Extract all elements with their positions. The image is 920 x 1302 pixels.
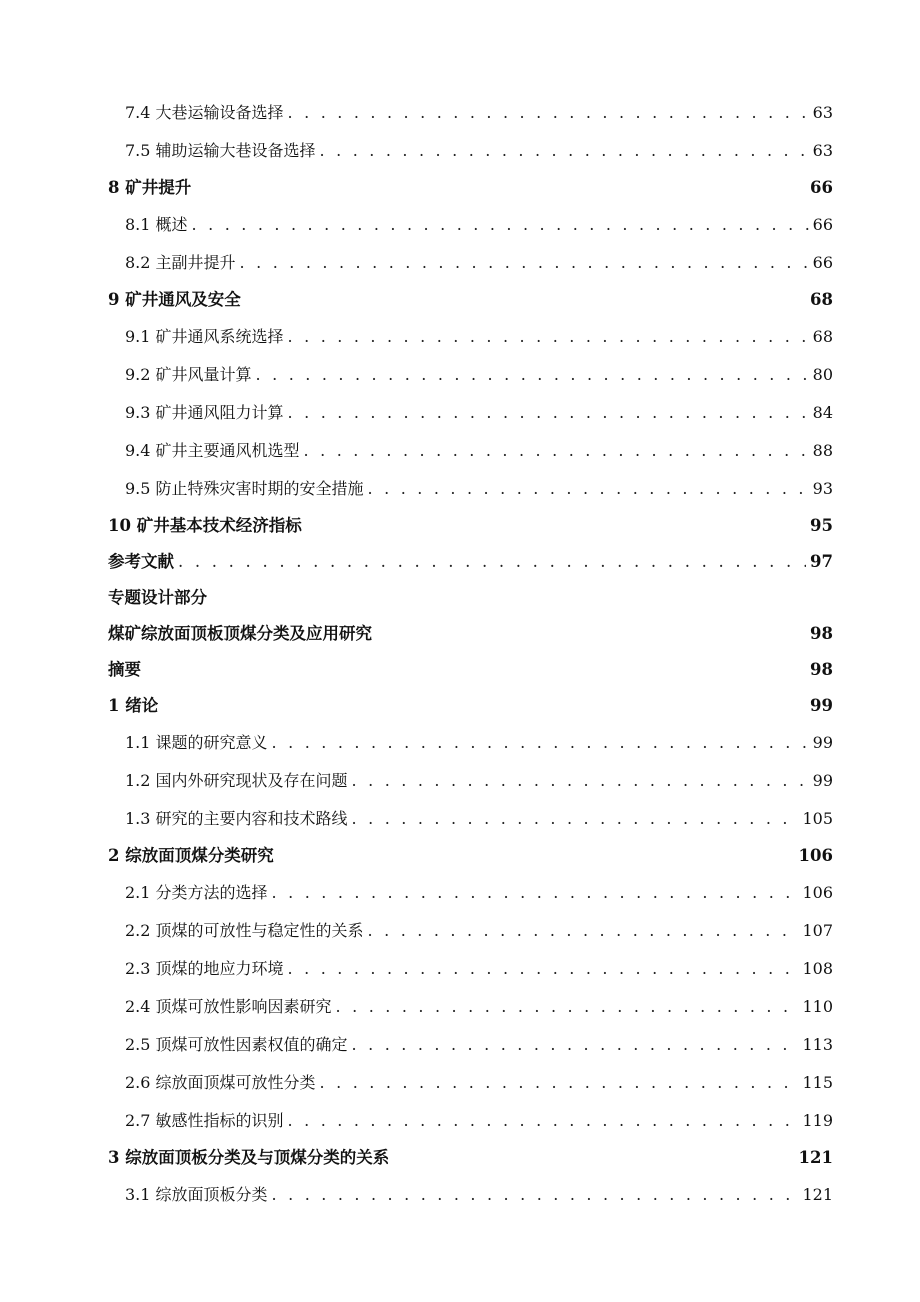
toc-dot-leader [288, 318, 809, 356]
toc-entry-title: 9 矿井通风及安全 [108, 290, 241, 309]
toc-dot-leader [368, 912, 799, 950]
toc-entry-section[interactable] [108, 432, 833, 470]
toc-entry-title: 2.2 顶煤的可放性与稳定性的关系 [125, 921, 364, 940]
toc-entry-chapter[interactable] [108, 508, 833, 544]
toc-entry-section[interactable] [108, 762, 833, 800]
toc-entry-page-number: 68 [810, 290, 833, 309]
toc-entry-title: 2.1 分类方法的选择 [125, 883, 268, 902]
toc-entry-page-number: 121 [798, 1148, 833, 1167]
toc-entry-title: 9.3 矿井通风阻力计算 [125, 403, 284, 422]
toc-entry-chapter[interactable] [108, 580, 833, 616]
toc-entry-title: 3 综放面顶板分类及与顶煤分类的关系 [108, 1148, 390, 1167]
toc-entry-section[interactable] [108, 950, 833, 988]
toc-entry-title: 8.2 主副井提升 [125, 253, 236, 272]
toc-entry-page-number: 107 [802, 921, 833, 940]
toc-entry-page-number: 66 [812, 215, 833, 234]
toc-dot-leader [288, 394, 809, 432]
toc-entry-title: 1.1 课题的研究意义 [125, 733, 268, 752]
toc-entry-title: 8.1 概述 [125, 215, 188, 234]
toc-entry-title: 摘要 [108, 660, 141, 679]
toc-entry-page-number: 110 [802, 997, 833, 1016]
toc-entry-title: 9.2 矿井风量计算 [125, 365, 252, 384]
toc-entry-page-number: 99 [812, 771, 833, 790]
toc-entry-title: 9.1 矿井通风系统选择 [125, 327, 284, 346]
toc-entry-section[interactable] [108, 874, 833, 912]
toc-entry-title: 1 绪论 [108, 696, 159, 715]
toc-entry-page-number: 93 [812, 479, 833, 498]
toc-entry-title: 2.6 综放面顶煤可放性分类 [125, 1073, 316, 1092]
toc-entry-section[interactable] [108, 724, 833, 762]
toc-entry-section[interactable] [108, 356, 833, 394]
toc-entry-page-number: 66 [812, 253, 833, 272]
toc-entry-title: 10 矿井基本技术经济指标 [108, 516, 302, 535]
toc-dot-leader [368, 470, 809, 508]
toc-entry-section[interactable] [108, 800, 833, 838]
toc-entry-chapter[interactable] [108, 616, 833, 652]
toc-entry-section[interactable] [108, 394, 833, 432]
toc-entry-page-number: 97 [810, 552, 833, 571]
toc-entry-section[interactable] [108, 318, 833, 356]
toc-entry-page-number: 95 [810, 516, 833, 535]
toc-entry-page-number: 115 [802, 1073, 833, 1092]
toc-dot-leader [336, 988, 799, 1026]
toc-entry-title: 1.2 国内外研究现状及存在问题 [125, 771, 348, 790]
toc-entry-page-number: 106 [802, 883, 833, 902]
toc-entry-section[interactable] [108, 1026, 833, 1064]
toc-entry-section[interactable] [108, 206, 833, 244]
toc-entry-chapter[interactable] [108, 652, 833, 688]
toc-entry-page-number: 63 [812, 103, 833, 122]
toc-entry-title: 参考文献 [108, 552, 174, 571]
toc-entry-title: 2.3 顶煤的地应力环境 [125, 959, 284, 978]
table-of-contents [108, 94, 833, 1214]
toc-entry-title: 3.1 综放面顶板分类 [125, 1185, 268, 1204]
toc-dot-leader [288, 1102, 799, 1140]
toc-dot-leader [240, 244, 809, 282]
toc-entry-section[interactable] [108, 1176, 833, 1214]
toc-entry-title: 9.4 矿井主要通风机选型 [125, 441, 300, 460]
toc-dot-leader [320, 1064, 799, 1102]
toc-dot-leader [288, 94, 809, 132]
toc-entry-title: 1.3 研究的主要内容和技术路线 [125, 809, 348, 828]
toc-entry-section[interactable] [108, 988, 833, 1026]
toc-entry-page-number: 88 [812, 441, 833, 460]
toc-entry-section[interactable] [108, 1102, 833, 1140]
toc-entry-page-number: 66 [810, 178, 833, 197]
toc-entry-chapter[interactable] [108, 544, 833, 580]
toc-entry-section[interactable] [108, 94, 833, 132]
toc-entry-page-number: 108 [802, 959, 833, 978]
toc-dot-leader [352, 800, 799, 838]
toc-entry-page-number: 98 [810, 660, 833, 679]
toc-entry-title: 煤矿综放面顶板顶煤分类及应用研究 [108, 624, 372, 643]
toc-entry-section[interactable] [108, 132, 833, 170]
toc-dot-leader [272, 1176, 799, 1214]
toc-entry-page-number: 98 [810, 624, 833, 643]
toc-entry-section[interactable] [108, 912, 833, 950]
toc-entry-page-number: 121 [802, 1185, 833, 1204]
toc-dot-leader [272, 724, 809, 762]
toc-dot-leader [272, 874, 799, 912]
toc-entry-title: 2.4 顶煤可放性影响因素研究 [125, 997, 332, 1016]
toc-entry-page-number: 119 [802, 1111, 833, 1130]
toc-dot-leader [178, 544, 806, 580]
toc-entry-section[interactable] [108, 470, 833, 508]
toc-entry-page-number: 99 [812, 733, 833, 752]
toc-dot-leader [256, 356, 809, 394]
toc-entry-title: 7.4 大巷运输设备选择 [125, 103, 284, 122]
toc-dot-leader [352, 762, 809, 800]
toc-entry-chapter[interactable] [108, 282, 833, 318]
toc-entry-title: 2.7 敏感性指标的识别 [125, 1111, 284, 1130]
toc-entry-page-number: 105 [802, 809, 833, 828]
toc-dot-leader [352, 1026, 799, 1064]
toc-entry-title: 9.5 防止特殊灾害时期的安全措施 [125, 479, 364, 498]
toc-entry-chapter[interactable] [108, 688, 833, 724]
toc-entry-section[interactable] [108, 244, 833, 282]
toc-entry-title: 7.5 辅助运输大巷设备选择 [125, 141, 316, 160]
toc-entry-chapter[interactable] [108, 1140, 833, 1176]
toc-entry-title: 8 矿井提升 [108, 178, 192, 197]
toc-entry-page-number: 99 [810, 696, 833, 715]
toc-entry-chapter[interactable] [108, 170, 833, 206]
toc-dot-leader [288, 950, 799, 988]
toc-entry-page-number: 80 [812, 365, 833, 384]
toc-entry-title: 2 综放面顶煤分类研究 [108, 846, 274, 865]
toc-entry-page-number: 84 [812, 403, 833, 422]
toc-entry-title: 专题设计部分 [108, 588, 207, 607]
toc-entry-title: 2.5 顶煤可放性因素权值的确定 [125, 1035, 348, 1054]
toc-entry-page-number: 113 [802, 1035, 833, 1054]
toc-dot-leader [320, 132, 809, 170]
toc-entry-chapter[interactable] [108, 838, 833, 874]
toc-entry-page-number: 63 [812, 141, 833, 160]
toc-dot-leader [304, 432, 809, 470]
toc-entry-section[interactable] [108, 1064, 833, 1102]
toc-entry-page-number: 68 [812, 327, 833, 346]
toc-dot-leader [192, 206, 809, 244]
toc-entry-page-number: 106 [798, 846, 833, 865]
